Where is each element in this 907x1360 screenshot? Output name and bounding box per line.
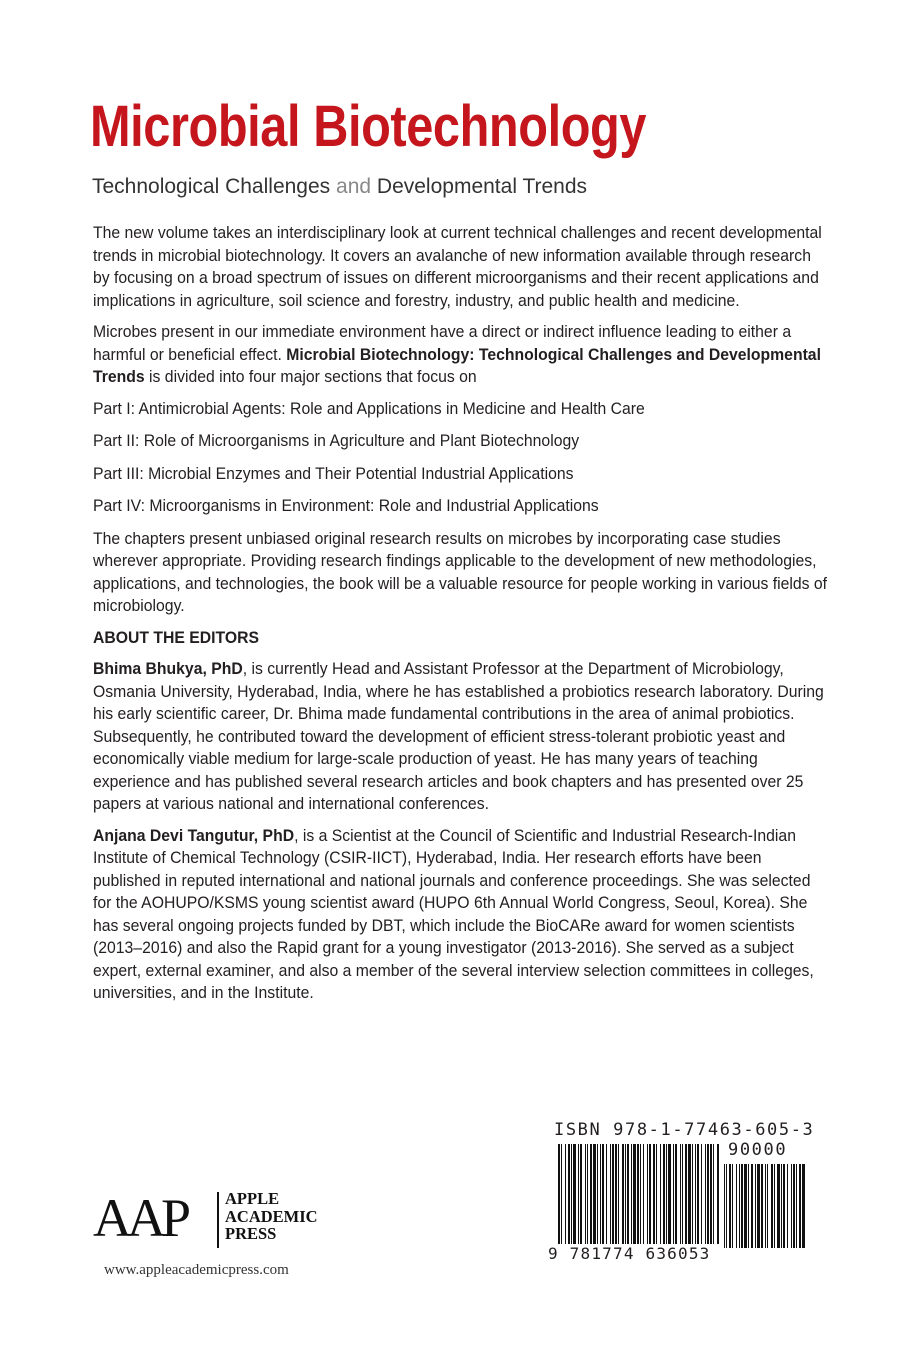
barcode-bar <box>675 1144 677 1244</box>
barcode-bar <box>558 1144 560 1250</box>
barcode-bar <box>571 1144 572 1244</box>
editor1-name: Bhima Bhukya, PhD <box>93 660 243 678</box>
barcode-bar <box>647 1144 648 1244</box>
editor2-name: Anjana Devi Tangutur, PhD <box>93 826 295 845</box>
barcode-bar <box>748 1164 749 1248</box>
barcode-bar <box>637 1144 639 1244</box>
barcode-bar <box>615 1144 617 1244</box>
part-3: Part III: Microbial Enzymes and Their Potential Industrial Applications <box>93 464 574 483</box>
barcode-bar <box>561 1144 562 1244</box>
barcode-bar <box>622 1144 624 1244</box>
barcode-bar <box>568 1144 570 1244</box>
barcode-bar <box>757 1164 760 1248</box>
barcode-bar <box>791 1164 792 1248</box>
back-cover-text <box>93 222 828 1014</box>
barcode-bar <box>697 1144 699 1244</box>
book-subtitle <box>92 175 587 199</box>
publisher-name-line3: PRESS <box>225 1224 277 1243</box>
barcode-bar <box>787 1164 788 1248</box>
microbes-lead: Microbes present in our immediate environment have a direct or indirect influence leading to either a harmful or beneficial effect. <box>93 323 792 364</box>
publisher-url[interactable]: www.appleacademicpress.com <box>104 1262 289 1278</box>
barcode-bar <box>761 1164 763 1248</box>
barcode-bar <box>673 1144 674 1244</box>
barcode-bar <box>796 1164 797 1248</box>
publisher-name-line1: APPLE <box>225 1189 280 1208</box>
part-4: Part IV: Microorganisms in Environment: Role and Industrial Applications <box>93 497 599 515</box>
editors-heading: ABOUT THE EDITORS <box>93 628 260 647</box>
isbn-barcode <box>548 1120 815 1270</box>
aap-mark: AAP <box>93 1188 187 1248</box>
barcode-bar <box>682 1144 683 1244</box>
barcode-bar <box>692 1144 693 1244</box>
barcode-bar <box>631 1144 632 1244</box>
part-2: Part II: Role of Microorganisms in Agriculture and Plant Biotechnology <box>93 432 580 450</box>
isbn-label: ISBN 978-1-77463-605-3 <box>554 1120 815 1140</box>
barcode-bar <box>739 1164 740 1248</box>
barcode-bar <box>744 1164 747 1248</box>
editor1-text: , is currently Head and Assistant Professor at the Department of Microbiology, Osmania University, Hyderabad, India, where he has established a probiotics research laboratory. During his early scientific career, Dr. Bhima made fundamental contributions in the area of animal probiotics. Subsequently, he contributed toward the development of efficient stress-tolerant probiotic yeast and economically viable medium for large-scale production of yeast. He has many years of teaching experience and has published several research articles and book chapters and has presented over 25 papers at various national and international conferences. <box>93 660 824 813</box>
barcode-bar <box>593 1144 596 1244</box>
barcode-bar <box>585 1144 586 1244</box>
barcode-bar <box>668 1144 671 1244</box>
barcode-bar <box>751 1164 753 1248</box>
barcode-bar <box>597 1144 598 1244</box>
barcode-bar <box>663 1144 665 1244</box>
barcode-bar <box>695 1144 696 1244</box>
chapters-paragraph: The chapters present unbiased original research results on microbes by incorporating case studies wherever appropriate. Providing research findings applicable to the development of new methodologies, applications, and technologies, the book will be a valuable resource for people working in various fields of microbiology. <box>93 529 828 615</box>
barcode-bar <box>666 1144 667 1250</box>
barcode-bar <box>710 1144 712 1244</box>
barcode-digits: 9 781774 636053 <box>548 1244 711 1263</box>
barcode-bar <box>717 1144 719 1244</box>
barcode-bar <box>643 1144 644 1244</box>
book-title: Microbial Biotechnology <box>90 94 647 159</box>
barcode-bar <box>685 1144 687 1244</box>
barcode-bar <box>777 1164 780 1248</box>
barcode-bar <box>610 1144 611 1244</box>
barcode-bar <box>793 1164 795 1248</box>
barcode-bar <box>729 1164 731 1248</box>
barcode-bar <box>656 1144 657 1244</box>
barcode-bar <box>767 1164 768 1248</box>
microbes-paragraph <box>93 321 828 389</box>
barcode-bar <box>726 1164 727 1248</box>
book-full-title: Microbial Biotechnology: Technological Challenges and Developmental Trends <box>93 345 821 386</box>
barcode-bar <box>774 1164 775 1248</box>
barcode-bar <box>701 1144 702 1244</box>
barcode-bar <box>707 1144 709 1244</box>
barcode-bar <box>736 1164 737 1248</box>
publisher-name-line2: ACADEMIC <box>225 1206 318 1226</box>
barcode-bar <box>688 1144 691 1244</box>
barcode-bar <box>612 1144 614 1250</box>
logo-divider <box>217 1192 219 1248</box>
barcode-bar <box>580 1144 582 1244</box>
price-code: 90000 <box>728 1140 788 1160</box>
subtitle-and: and <box>336 175 372 198</box>
barcode-bar <box>633 1144 636 1244</box>
editor2-text: , is a Scientist at the Council of Scientific and Industrial Research-Indian Institute of Chemical Technology (CSIR-IICT), Hyderabad, India. Her research efforts have been published in reputed international and national journals and conference proceedings. She was selected for the AOHUPO/KSMS young scientist award (HUPO 6th Annual World Congress, Seoul, Korea). She has several ongoing projects funded by DBT, which include the BioCARe award for women scientists (2013–2016) and also the Rapid grant for a young investigator (2013-2016). She served as a subject expert, external examiner, and also a member of the several interview selection committees in colleges, universities, and in the Institute. <box>93 826 814 1002</box>
barcode-bar <box>578 1144 579 1244</box>
editor1-bio <box>93 658 828 816</box>
microbes-tail: is divided into four major sections that focus on <box>144 368 477 386</box>
barcode-bar <box>653 1144 655 1244</box>
barcode-bar <box>640 1144 641 1244</box>
barcode-bar <box>783 1164 785 1248</box>
barcode-bar <box>627 1144 629 1244</box>
barcode-bar <box>565 1144 566 1244</box>
barcode-bar <box>606 1144 607 1244</box>
barcode-bar <box>771 1164 773 1248</box>
barcode-bar <box>781 1164 782 1248</box>
part-1: Part I: Antimicrobial Agents: Role and Applications in Medicine and Health Care <box>93 399 645 418</box>
barcode-bar <box>587 1144 588 1244</box>
barcode-bar <box>625 1144 626 1244</box>
barcode-bar <box>602 1144 604 1244</box>
barcode-bar <box>618 1144 619 1244</box>
barcode-bar <box>732 1164 733 1248</box>
barcode-bar <box>724 1164 725 1248</box>
barcode-bar <box>741 1164 743 1248</box>
intro-paragraph: The new volume takes an interdisciplinary look at current technical challenges and recent developmental trends in microbial biotechnology. It covers an avalanche of new information available through research by focusing on a broad spectrum of issues on different microorganisms and their recent applications and implications in agriculture, soil science and forestry, industry, and public health and medicine. <box>93 224 822 310</box>
publisher-name <box>225 1190 318 1243</box>
barcode-bar <box>680 1144 681 1244</box>
barcode-bar <box>755 1164 756 1248</box>
subtitle-part1: Technological Challenges <box>92 175 331 198</box>
barcode-bar <box>573 1144 576 1244</box>
barcode-bar <box>590 1144 592 1244</box>
barcode-bar <box>802 1164 805 1248</box>
barcode-bar <box>600 1144 601 1244</box>
barcode-bar <box>713 1144 714 1244</box>
subtitle-part2: Developmental Trends <box>376 175 588 198</box>
barcode-bar <box>799 1164 801 1248</box>
barcode-bar <box>649 1144 651 1244</box>
barcode-bar <box>660 1144 661 1244</box>
barcode-bar <box>765 1164 766 1248</box>
barcode-bar <box>705 1144 706 1244</box>
editor2-bio <box>93 825 828 1005</box>
